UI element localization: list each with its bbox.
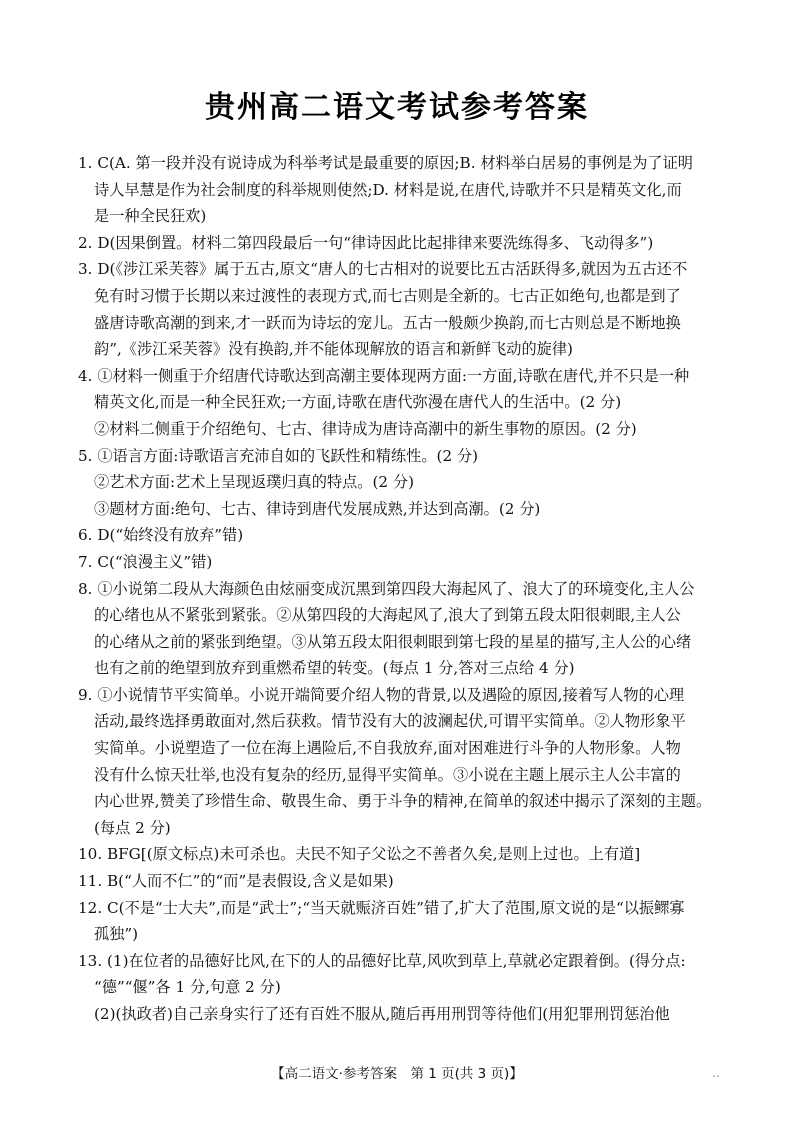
answer-line: 的心绪也从不紧张到紧张。②从第四段的大海起风了,浪大了到第五段太阳很刺眼,主人公 — [94, 606, 681, 625]
answer-line: 没有什么惊天壮举,也没有复杂的经历,显得平实简单。③小说在主题上展示主人公丰富的 — [94, 765, 681, 784]
answer-line: 免有时习惯于长期以来过渡性的表现方式,而七古则是全新的。七古正如绝句,也都是到了 — [94, 286, 681, 305]
answer-line: ②材料二侧重于介绍绝句、七古、律诗成为唐诗高潮中的新生事物的原因。(2 分) — [94, 419, 637, 438]
answer-line: 韵”,《涉江采芙蓉》没有换韵,并不能体现解放的语言和新鲜飞动的旋律) — [94, 340, 573, 359]
answer-line: 孤独”) — [94, 925, 139, 944]
answer-line: 也有之前的绝望到放弃到重燃希望的转变。(每点 1 分,答对三点给 4 分) — [94, 659, 575, 678]
answer-line: 1. C(A. 第一段并没有说诗成为科举考试是最重要的原因;B. 材料举白居易的事例是为了证明 — [78, 154, 693, 172]
answer-line: 3. D(《涉江采芙蓉》属于五古,原文“唐人的七古相对的说要比五古活跃得多,就因为五古还不 — [78, 260, 688, 279]
answer-line: 13. (1)在位者的品德好比风,在下的人的品德好比草,风吹到草上,草就必定跟着倒。(得分点: — [78, 951, 686, 970]
answer-line: 诗人早慧是作为社会制度的科举规则使然;D. 材料是说,在唐代,诗歌并不只是精英文化,而 — [94, 180, 682, 199]
page-footer: 【高二语文·参考答案 第 1 页(共 3 页)】 — [271, 1066, 523, 1082]
answer-line: 活动,最终选择勇敢面对,然后获救。情节没有大的波澜起伏,可谓平实简单。②人物形象平 — [94, 712, 686, 731]
answer-line: 9. ①小说情节平实简单。小说开端简要介绍人物的背景,以及遇险的原因,接着写人物的心理 — [78, 685, 685, 704]
answer-line: 实简单。小说塑造了一位在海上遇险后,不自我放弃,面对困难进行斗争的人物形象。人物 — [94, 739, 681, 758]
answer-line: 是一种全民狂欢) — [94, 207, 207, 226]
answer-line: 内心世界,赞美了珍惜生命、敬畏生命、勇于斗争的精神,在简单的叙述中揭示了深刻的主题。 — [94, 792, 712, 811]
answer-line: 5. ①语言方面:诗歌语言充沛自如的飞跃性和精练性。(2 分) — [78, 446, 479, 465]
answer-line: 4. ①材料一侧重于介绍唐代诗歌达到高潮主要体现两方面:一方面,诗歌在唐代,并不只是一种 — [78, 366, 690, 385]
answer-line: 2. D(因果倒置。材料二第四段最后一句“律诗因此比起排律来要洗练得多、飞动得多”) — [78, 233, 654, 252]
answer-line: ②艺术方面:艺术上呈现返璞归真的特点。(2 分) — [94, 473, 415, 492]
answer-line: 10. BFG[(原文标点)未可杀也。夫民不知子父讼之不善者久矣,是则上过也。上有道] — [78, 845, 641, 864]
answer-line: 6. D(“始终没有放弃”错) — [78, 526, 244, 545]
answer-line: 12. C(不是“士大夫”,而是“武士”;“当天就赈济百姓”错了,扩大了范围,原文说的是“以振鳏寡 — [78, 898, 685, 917]
answer-line: “德”“偃”各 1 分,句意 2 分) — [94, 978, 281, 997]
answer-line: (每点 2 分) — [94, 818, 171, 837]
page-title: 贵州高二语文考试参考答案 — [205, 90, 589, 125]
answer-line: 8. ①小说第二段从大海颜色由炫丽变成沉黑到第四段大海起风了、浪大了的环境变化,主人公 — [78, 579, 695, 598]
answer-line: 盛唐诗歌高潮的到来,才一跃而为诗坛的宠儿。五古一般颇少换韵,而七古则总是不断地换 — [94, 313, 681, 332]
answer-line: ③题材方面:绝句、七古、律诗到唐代发展成熟,并达到高潮。(2 分) — [94, 499, 541, 518]
answer-line: 7. C(“浪漫主义”错) — [78, 552, 213, 571]
corner-mark: .. — [712, 1066, 720, 1080]
answer-line: 的心绪从之前的紧张到绝望。③从第五段太阳很刺眼到第七段的星星的描写,主人公的心绪 — [94, 632, 692, 651]
answer-list — [78, 150, 726, 1028]
answer-line: (2)(执政者)自己亲身实行了还有百姓不服从,随后再用刑罚等待他们(用犯罪刑罚惩治他 — [94, 1005, 670, 1023]
answer-line: 11. B(“人而不仁”的“而”是表假设,含义是如果) — [78, 872, 394, 891]
answer-line: 精英文化,而是一种全民狂欢;一方面,诗歌在唐代弥漫在唐代人的生活中。(2 分) — [94, 393, 622, 412]
